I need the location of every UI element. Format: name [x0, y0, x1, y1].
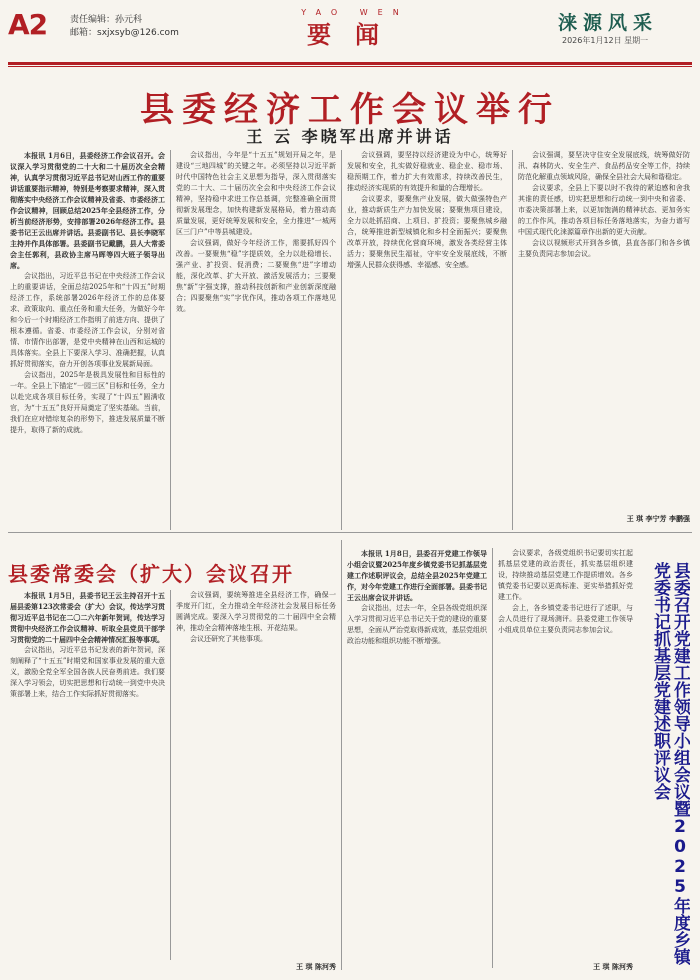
article1-subhead: 王 云 李晓军出席并讲话	[246, 127, 454, 146]
paragraph: 会议还研究了其他事项。	[190, 635, 267, 643]
paper-name: 涞源风采	[558, 12, 659, 34]
paragraph: 会议强调，要坚决守住安全发展底线，统筹做好防汛、森林防火、安全生产、食品药品安全等工作，持续防范化解重点领域风险，确保全县社会大局和谐稳定。	[518, 151, 690, 181]
article3-column-1	[347, 548, 487, 958]
paragraph: 会议指出，今年是“十五五”规划开局之年，是建设“三地四城”的关键之年。必须坚持以习近平新时代中国特色社会主义思想为指导，深入贯彻落实党的二十大、二十届历次全会和中央经济工作会议精神，坚持稳中求进工作总基调，完整准确全面贯彻新发展理念，加快构建新发展格局，着力推动高质量发展，更好统筹发展和安全，全力推进“一城两区三门户”中等县城建设。	[176, 151, 336, 236]
article1-column-1	[10, 150, 165, 590]
header-rule-thin	[8, 66, 692, 67]
editor-email: 邮箱：sxjxsyb@126.com	[70, 28, 179, 38]
column-divider	[492, 548, 493, 968]
article2-headline: 县委常委会（扩大）会议召开	[8, 562, 294, 586]
paragraph: 会议指出，过去一年，全县各级党组织深入学习贯彻习近平总书记关于党的建设的重要思想，全面从严治党取得新成效，基层党组织政治功能和组织功能不断增强。	[347, 604, 487, 645]
paragraph: 会议以视频形式开到各乡镇，县直各部门和各乡镇主要负责同志参加会议。	[518, 239, 690, 258]
column-divider	[170, 150, 171, 530]
paragraph: 会议指出，习近平总书记在中央经济工作会议上的重要讲话，全面总结2025年和“十四五”时期经济工作，系统部署2026年经济工作的总体要求、政策取向、重点任务和重大任务，为做好今年和今后一个时期经济工作指明了前进方向、提供了根本遵循。省委、市委经济工作会议，分别对省情、市情作出部署，是党中央精神在山西和运城的具体落实。全县上下要深入学习、准确把握，认真抓好贯彻落实，奋力开创各项事业发展新局面。	[10, 272, 165, 368]
section-label	[270, 8, 440, 50]
column-divider	[341, 150, 342, 530]
section-divider	[8, 532, 692, 533]
article2-column-1	[10, 590, 165, 960]
paragraph: 本报讯 1月6日，县委经济工作会议召开。会议深入学习贯彻党的二十大和二十届历次全会精神，认真学习贯彻习近平总书记对山西工作的重要讲话重要指示精神，特别是考察要求精神，深入贯彻落实中央经济工作会议精神及省委、市委经济工作会议精神，回顾总结2025年全县经济工作，分析当前经济形势，安排部署2026年经济工作。县委书记王云出席并讲话。县委副书记、县长李晓军主持并作具体部署。县委副书记戴鹏，县人大常委会主任郭利，县政协主席马晖等四大班子领导出席。	[10, 151, 165, 270]
paragraph: 本报讯 1月5日，县委书记王云主持召开十五届县委第123次常委会（扩大）会议，传达学习贯彻习近平总书记在二〇二六年新年贺词，传达学习贯彻中央经济工作会议精神、听取全县党员干部学习贯彻党的二十届四中全会精神情况汇报等事项。	[10, 591, 165, 644]
editor-name: 责任编辑：孙元科	[70, 15, 143, 25]
article2-byline: 王 琪 陈河秀	[296, 963, 336, 971]
paragraph: 会议要求，各级党组织书记要切实扛起抓基层党建的政治责任，抓实基层组织建设，持续推动基层党建工作提质增效。各乡镇党委书记要以更高标准、更实举措抓好党建工作。	[498, 549, 633, 601]
column-divider	[512, 150, 513, 530]
editor-info	[70, 14, 179, 40]
paragraph: 会议指出，2025年是极具发展性和目标性的一年。全县上下锚定“一园三区”目标和任务，全力以赴完成各项目标任务，实现了“十四五”圆满收官，为“十五五”良好开局奠定了坚实基础。当前，我们在应对错综复杂的形势下，推进发展质量不断提升，取得了新的成就。	[10, 371, 165, 434]
paragraph: 会议强调，要坚持以经济建设为中心，统筹好发展和安全，扎实做好稳就业、稳企业、稳市场、稳预期工作，着力扩大有效需求，持续改善民生，推动经济实现质的有效提升和量的合理增长。	[347, 151, 507, 192]
paragraph: 会议强调，做好今年经济工作，需要抓好四个改善。一要聚焦“稳”字提质效，全力以赴稳增长、强产业、扩投资、促消费；二要聚焦“进”字增动能，深化改革、扩大开放、激活发展活力；三要聚焦“新”字强支撑，推动科技创新和产业创新深度融合；四要聚焦“实”字优作风，推动各项工作落地见效。	[176, 239, 336, 313]
paragraph: 会议强调，要统筹推进全县经济工作，确保一季度开门红，全力推动全年经济社会发展目标任务圆满完成。要深入学习贯彻党的二十届四中全会精神，推动全会精神落地生根、开花结果。	[176, 591, 336, 632]
article1-column-3	[347, 150, 507, 530]
paragraph: 会议指出，习近平总书记发表的新年贺词，深刻阐释了“十五五”时期党和国家事业发展的重大意义，激励全党全军全国各族人民奋勇前进。我们要深入学习领会，切实把思想和行动统一到党中央决策部署上来，结合工作实际抓好贯彻落实。	[10, 646, 165, 698]
section-title: 要闻	[307, 20, 403, 49]
column-divider	[341, 540, 342, 970]
article3-byline: 王 琪 陈河秀	[593, 963, 633, 971]
section-pinyin: YAO WEN	[301, 8, 409, 17]
paragraph: 会议要求，要聚焦产业发展，做大做强特色产业，推动新质生产力加快发展；要聚焦项目建设，全力以赴抓招商、上项目、扩投资；要聚焦城乡融合，统筹推进新型城镇化和乡村全面振兴；要聚焦改革开放，持续优化营商环境，激发各类经营主体活力；要聚焦民生福祉，守牢安全发展底线，不断增强人民群众获得感、幸福感、安全感。	[347, 195, 507, 269]
header-rule	[8, 62, 692, 65]
paragraph: 本报讯 1月8日，县委召开党建工作领导小组会议暨2025年度乡镇党委书记抓基层党建工作述职评议会，总结全县2025年党建工作，对今年党建工作进行全面部署。县委书记王云出席会议并讲话。	[347, 549, 487, 602]
issue-date: 2026年1月12日 星期一	[562, 36, 649, 45]
paragraph: 会上，各乡镇党委书记进行了述职，与会人员进行了现场测评。县委党建工作领导小组成员单位主要负责同志参加会议。	[498, 604, 633, 634]
article1-column-4	[518, 150, 690, 510]
paragraph: 会议要求，全县上下要以时不我待的紧迫感和舍我其谁的责任感，切实把思想和行动统一到中央和省委、市委决策部署上来，以更加饱满的精神状态、更加务实的工作作风，推动各项目标任务落地落实，为奋力谱写中国式现代化涞源篇章作出新的更大贡献。	[518, 184, 690, 236]
article3-column-2	[498, 548, 633, 948]
article2-column-2	[176, 590, 336, 940]
article1-byline: 王 琪 李宁芳 李鹏强	[626, 515, 690, 523]
column-divider	[170, 590, 171, 960]
article3-headline: 县委召开党建工作领导小组会议暨2025年度乡镇党委书记抓基层党建述职评议会	[650, 562, 690, 965]
masthead	[0, 0, 700, 64]
article1-column-2	[176, 150, 336, 530]
page-code: A2	[8, 8, 48, 41]
article1-headline: 县委经济工作会议举行	[140, 90, 560, 130]
